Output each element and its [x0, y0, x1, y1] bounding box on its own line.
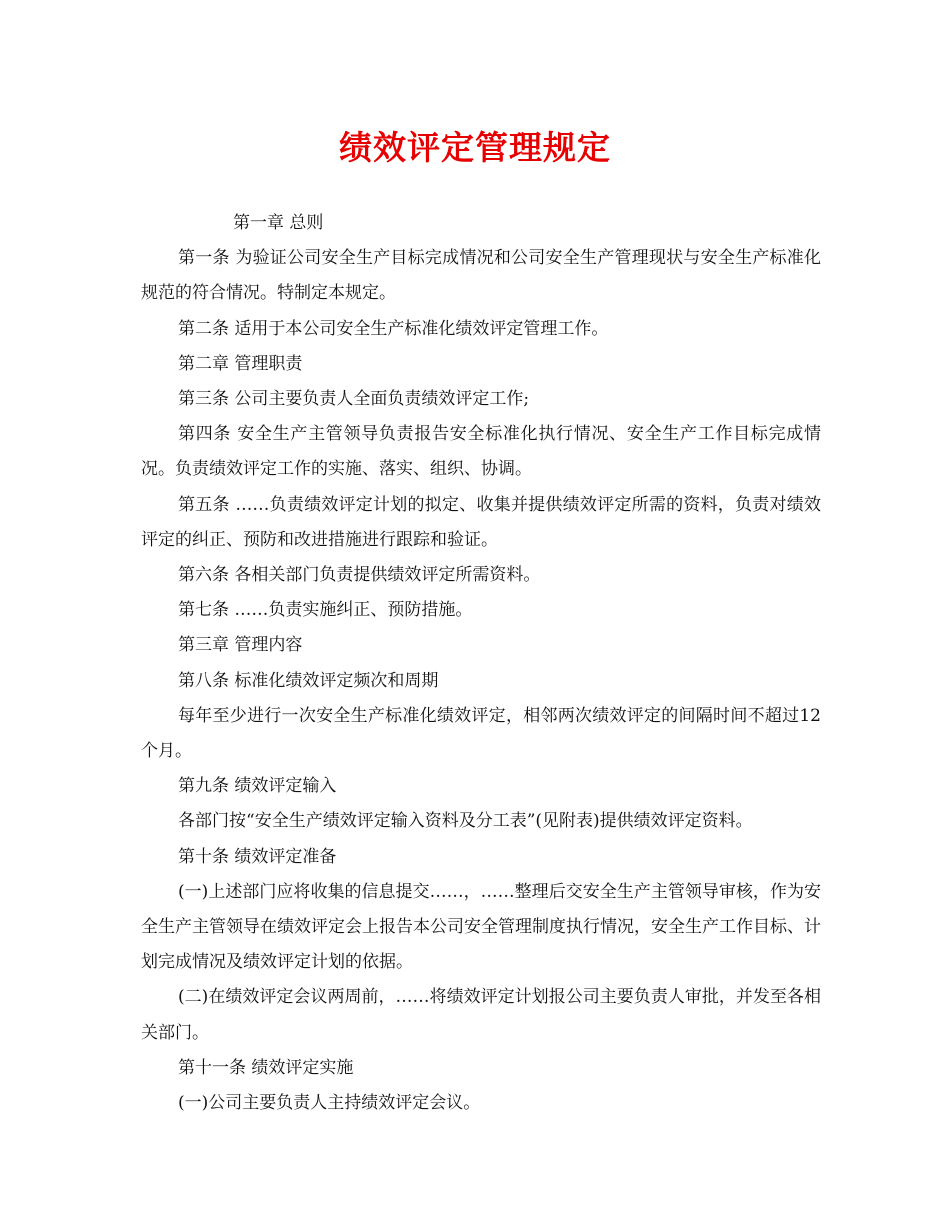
- article-9-text: 各部门按“安全生产绩效评定输入资料及分工表”(见附表)提供绩效评定资料。: [178, 811, 753, 832]
- article-9: 第九条 绩效评定输入: [178, 776, 337, 797]
- article-10: 第十条 绩效评定准备: [178, 846, 337, 867]
- article-11: 第十一条 绩效评定实施: [178, 1057, 354, 1078]
- article-11-item-1: (一)公司主要负责人主持绩效评定会议。: [178, 1093, 481, 1114]
- article-8-text: 每年至少进行一次安全生产标准化绩效评定，相邻两次绩效评定的间隔时间不超过12个月。: [141, 705, 821, 762]
- document-title: 绩效评定管理规定: [339, 128, 611, 167]
- article-6: 第六条 各相关部门负责提供绩效评定所需资料。: [178, 565, 541, 586]
- article-4: 第四条 安全生产主管领导负责报告安全标准化执行情况、安全生产工作目标完成情况。负责绩效评定工作的实施、落实、组织、协调。: [141, 424, 821, 480]
- article-10-item-2: (二)在绩效评定会议两周前，……将绩效评定计划报公司主要负责人审批，并发至各相关部门。: [141, 987, 821, 1043]
- article-3: 第三条 公司主要负责人全面负责绩效评定工作;: [178, 389, 530, 410]
- article-5: 第五条 ……负责绩效评定计划的拟定、收集并提供绩效评定所需的资料，负责对绩效评定的纠正、预防和改进措施进行跟踪和验证。: [141, 494, 821, 550]
- chapter-heading-2: 第二章 管理职责: [178, 353, 303, 374]
- article-10-item-1: (一)上述部门应将收集的信息提交……，……整理后交安全生产主管领导审核，作为安全生产主管领导在绩效评定会上报告本公司安全管理制度执行情况，安全生产工作目标、计划完成情况及绩效评定计划的依据。: [141, 881, 821, 973]
- article-1: 第一条 为验证公司安全生产目标完成情况和公司安全生产管理现状与安全生产标准化规范的符合情况。特制定本规定。: [141, 248, 821, 304]
- chapter-heading-1: 第一章 总则: [233, 213, 324, 233]
- article-8: 第八条 标准化绩效评定频次和周期: [178, 670, 439, 691]
- article-7: 第七条 ……负责实施纠正、预防措施。: [178, 600, 473, 621]
- article-2: 第二条 适用于本公司安全生产标准化绩效评定管理工作。: [178, 318, 609, 339]
- document-body: [141, 206, 821, 1121]
- chapter-heading-3: 第三章 管理内容: [178, 635, 303, 656]
